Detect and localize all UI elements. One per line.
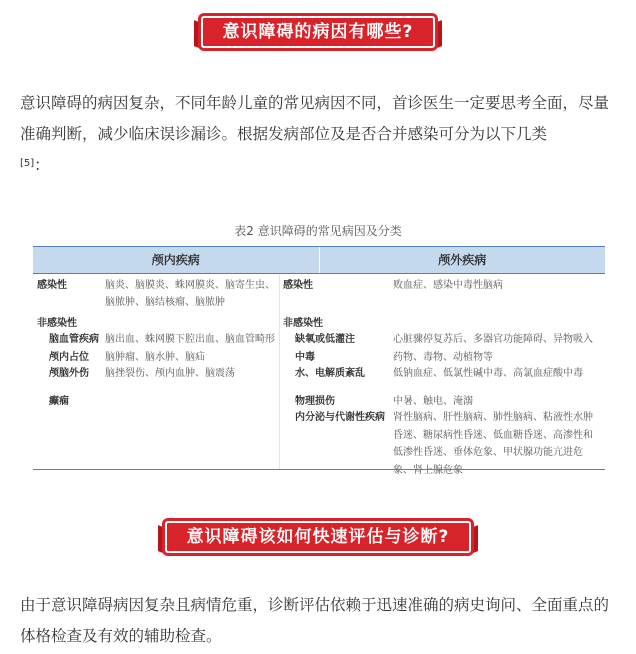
noninfectious-label: 非感染性 [37, 318, 77, 329]
infectious-value: 脑炎、脑膜炎、蛛网膜炎、脑寄生虫、脑脓肿、脑结核瘤、脑脓肿 [105, 280, 275, 308]
section-heading-banner [188, 10, 448, 54]
table-caption: 表2 意识障碍的常见病因及分类 [234, 224, 402, 238]
intro-text: 意识障碍的病因复杂，不同年龄儿童的常见病因不同，首诊医生一定要思考全面，尽量准确判断，减少临床误诊漏诊。根据发病部位及是否合并感染可分为以下几类 [20, 94, 610, 143]
row-label: 颅脑外伤 [49, 368, 89, 379]
column-divider [279, 274, 280, 469]
row-label: 脑血管疾病 [49, 334, 99, 345]
row-value: 低钠血症、低氯性碱中毒、高氯血症酸中毒 [393, 368, 583, 379]
intro-paragraph [20, 88, 620, 181]
table-bottom-rule [33, 469, 605, 470]
citation-link[interactable]: [5] [20, 158, 35, 169]
noninfectious-label: 非感染性 [283, 318, 323, 329]
table-header-row [33, 247, 605, 274]
infectious-label: 感染性 [283, 280, 313, 291]
intro-tail: ： [34, 156, 50, 174]
row-label: 缺氧或低灌注 [295, 334, 355, 345]
row-label: 颅内占位 [49, 352, 89, 363]
row-value: 药物、毒物、动植物等 [393, 352, 493, 363]
row-value: 脑挫裂伤、颅内血肿、脑震荡 [105, 368, 235, 379]
section-heading: 意识障碍该如何快速评估与诊断? [165, 521, 472, 553]
row-value: 脑肿瘤、脑水肿、脑疝 [105, 352, 205, 363]
row-label: 水、电解质紊乱 [295, 368, 365, 379]
header-intracranial: 颅内疾病 [33, 247, 320, 273]
row-value: 肾性脑病、肝性脑病、肺性脑病、粘液性水肿昏迷、糖尿病性昏迷、低血糖昏迷、高渗性和低渗性昏迷、垂体危象、甲状腺功能亢进危象、肾上腺危象 [393, 412, 593, 476]
epilepsy-label: 癫痫 [49, 396, 69, 407]
infectious-value: 败血症、感染中毒性脑病 [393, 280, 503, 291]
infectious-label: 感染性 [37, 280, 67, 291]
causes-table [33, 246, 605, 476]
section-heading-banner [153, 515, 483, 559]
row-label: 内分泌与代谢性疾病 [295, 412, 385, 423]
header-extracranial: 颅外疾病 [438, 253, 487, 267]
body-paragraph: 由于意识障碍病因复杂且病情危重，诊断评估依赖于迅速准确的病史询问、全面重点的体格检查及有效的辅助检查。 [20, 596, 610, 645]
row-label: 物理损伤 [295, 396, 335, 407]
row-value: 脑出血、蛛网膜下腔出血、脑血管畸形 [105, 334, 275, 345]
section-heading: 意识障碍的病因有哪些? [201, 16, 436, 48]
row-value: 中暑、触电、淹溺 [393, 396, 473, 407]
row-value: 心脏骤停复苏后、多器官功能障碍、异物吸入 [393, 334, 593, 345]
row-label: 中毒 [295, 352, 315, 363]
